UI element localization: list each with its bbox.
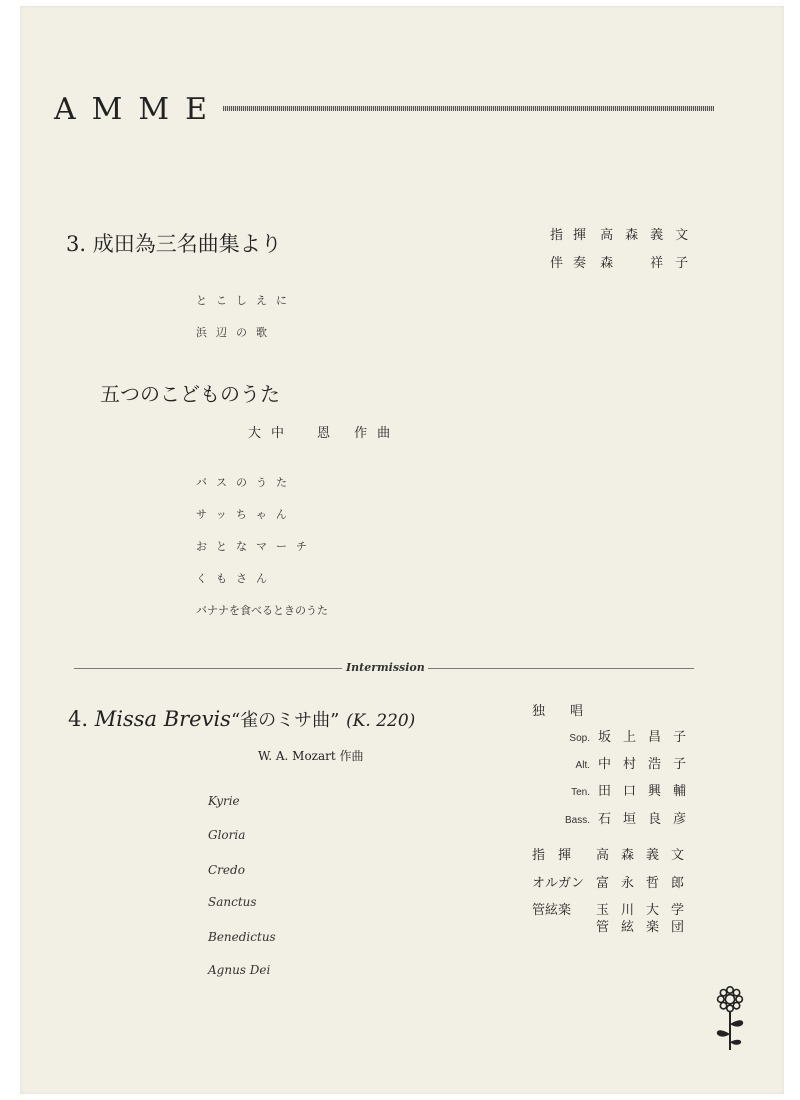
- section-4-title-latin: Missa Brevis: [94, 707, 231, 731]
- soloist-row: [532, 726, 698, 745]
- credit-role: 指 揮: [532, 848, 572, 863]
- soloist-name: 石垣良彦: [598, 812, 699, 827]
- soloist-voice: Ten.: [571, 787, 590, 798]
- header-rule: [223, 106, 714, 111]
- song-title: とこしえに: [196, 294, 296, 307]
- program-page: [20, 6, 784, 1094]
- credit-name: 高森義文: [596, 848, 697, 863]
- credit-name: 玉川大学: [596, 903, 697, 918]
- section-4-composer: W. A. Mozart 作曲: [258, 749, 364, 763]
- subsong-title: バスのうた: [196, 476, 296, 489]
- subsong-title: くもさん: [196, 572, 276, 585]
- credit-role: 伴奏: [550, 256, 597, 271]
- movement-title: Gloria: [208, 828, 246, 842]
- movement-title: Kyrie: [208, 794, 240, 808]
- subsong-title: おとなマーチ: [196, 540, 316, 553]
- movement-title: Agnus Dei: [208, 963, 271, 977]
- soloists-label: 独 唱: [532, 704, 590, 719]
- subsong-title: バナナを食べるときのうた: [196, 604, 328, 617]
- credit-role: オルガン: [532, 876, 585, 891]
- flower-icon: [710, 980, 750, 1056]
- section-4-heading: [68, 706, 415, 732]
- credit-name: 管絃楽団: [596, 920, 697, 935]
- section-4-credit-conductor: [532, 844, 696, 863]
- song-title: 浜辺の歌: [196, 326, 276, 339]
- credit-role: 管絃楽: [532, 903, 572, 918]
- movement-title: Benedictus: [208, 930, 276, 944]
- intermission-rule-left: [74, 668, 342, 669]
- page-header-title: AMME: [54, 92, 223, 127]
- section-4-credit-organ: [532, 872, 696, 891]
- soloist-row: [532, 808, 698, 827]
- movement-title: Credo: [208, 863, 245, 877]
- credit-role: 指揮: [550, 228, 597, 243]
- section-4-orchestra-line2: [596, 916, 696, 935]
- intermission-label: Intermission: [346, 661, 425, 674]
- intermission-rule-right: [428, 668, 694, 669]
- soloist-row: [532, 753, 698, 772]
- section-4-catalog: (K. 220): [346, 711, 416, 731]
- subsong-title: サッちゃん: [196, 508, 296, 521]
- credit-name: 森 祥子: [600, 256, 701, 271]
- section-3-credit-conductor: [550, 224, 700, 243]
- soloist-voice: Bass.: [564, 815, 590, 826]
- soloist-row: [532, 780, 698, 799]
- section-4-title-jp: “雀のミサ曲”: [230, 710, 340, 731]
- credit-name: 高森義文: [600, 228, 701, 243]
- soloist-voice: Sop.: [569, 733, 590, 744]
- section-4-number: 4.: [68, 707, 89, 731]
- soloist-voice: Alt.: [575, 760, 590, 771]
- section-3-heading: 3. 成田為三名曲集より: [66, 232, 282, 256]
- soloist-name: 坂上昌子: [598, 730, 699, 745]
- credit-name: 富永哲郎: [596, 876, 697, 891]
- section-3-composer: 大中 恩 作曲: [248, 426, 401, 441]
- section-3-credit-accompanist: [550, 252, 700, 271]
- movement-title: Sanctus: [208, 895, 257, 909]
- section-3-subheading: 五つのこどものうた: [100, 382, 280, 406]
- soloist-name: 中村浩子: [598, 757, 699, 772]
- soloist-name: 田口興輔: [598, 784, 699, 799]
